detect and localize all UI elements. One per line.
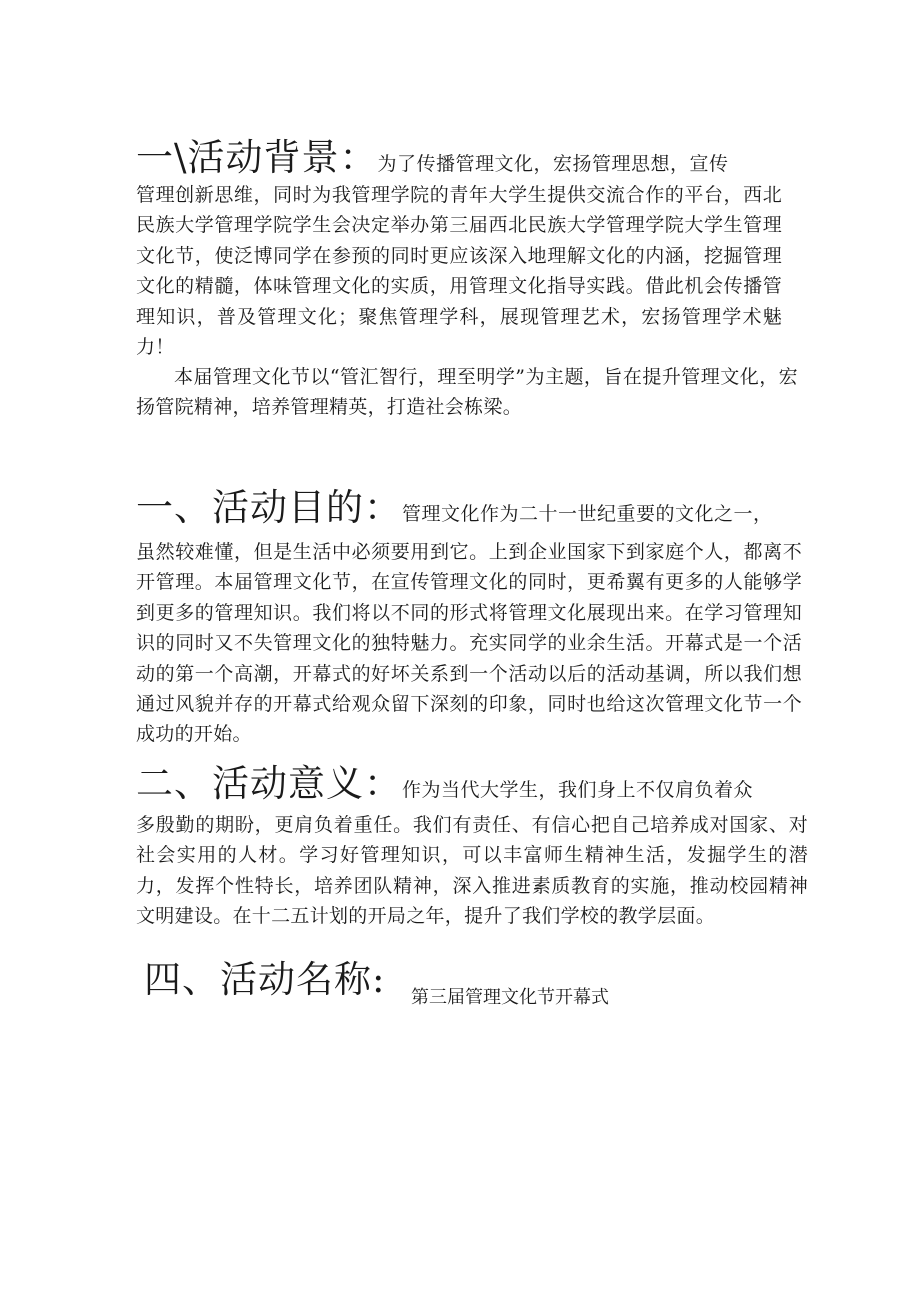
background-theme: 本届管理文化节以“管汇智行，理至明学”为主题，旨在提升管理文化，宏扬管院精神，培养管理精英，打造社会栋梁。 [136, 366, 798, 419]
purpose-heading: 一、活动目的： [136, 486, 402, 529]
significance-heading: 二、活动意义： [136, 762, 402, 805]
background-lead: 为了传播管理文化，宏扬管理思想，宣传 [377, 153, 729, 175]
background-heading: 一\活动背景： [136, 136, 378, 179]
significance-body: 多殷勤的期盼，更肩负着重任。我们有责任、有信心把自己培养成对国家、对社会实用的人材。学习好管理知识，可以丰富师生精神生活，发掘学生的潜力，发挥个性特长，培养团队精神，深入推进素质教育的实施，推动校园精神文明建设。在十二五计划的开局之年，提升了我们学校的教学层面。 [136, 814, 808, 928]
significance-heading-line [136, 762, 753, 806]
significance-lead: 作为当代大学生，我们身上不仅肩负着众 [402, 779, 754, 801]
purpose-heading-line [136, 486, 773, 530]
name-heading: 四、活动名称: [144, 958, 386, 1001]
name-heading-line [144, 958, 385, 1002]
background-body: 管理创新思维，同时为我管理学院的青年大学生提供交流合作的平台，西北民族大学管理学院学生会决定举办第三届西北民族大学管理学院大学生管理文化节，使泛博同学在参预的同时更应该深入地理解文化的内涵，挖掘管理文化的精髓，体味管理文化的实质，用管理文化指导实践。借此机会传播管理知识，普及管理文化；聚焦管理学科，展现管理艺术，宏扬管理学术魅力！ [136, 184, 782, 359]
purpose-lead: 管理文化作为二十一世纪重要的文化之一， [402, 503, 773, 525]
purpose-body: 虽然较难懂，但是生活中必须要用到它。上到企业国家下到家庭个人，都离不开管理。本届管理文化节，在宣传管理文化的同时，更希翼有更多的人能够学到更多的管理知识。我们将以不同的形式将管理文化展现出来。在学习管理知识的同时又不失管理文化的独特魅力。充实同学的业余生活。开幕式是一个活动的第一个高潮，开幕式的好坏关系到一个活动以后的活动基调，所以我们想通过风貌并存的开幕式给观众留下深刻的印象，同时也给这次管理文化节一个成功的开始。 [136, 541, 802, 746]
background-heading-line [136, 136, 728, 180]
event-name-value: 第三届管理文化节开幕式 [411, 987, 609, 1008]
